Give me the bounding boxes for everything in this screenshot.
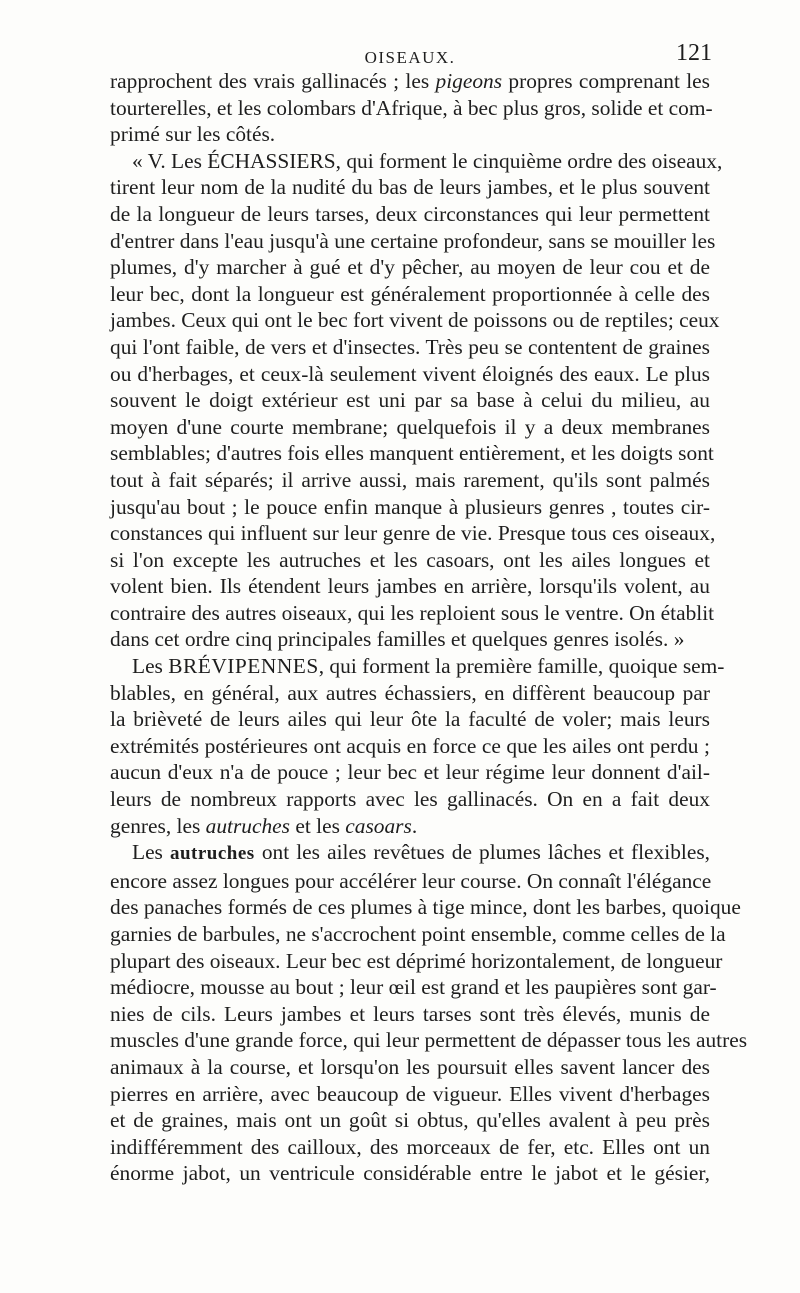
- text-run: qui l'ont faible, de vers et d'insectes. Très peu se contentent de graines: [110, 334, 710, 359]
- text-run: « V. Les ÉCHASSIERS, qui forment le cinquième ordre des oiseaux,: [132, 148, 723, 173]
- text-run: pierres en arrière, avec beaucoup de vigueur. Elles vivent d'herbages: [110, 1081, 710, 1106]
- text-run: si l'on excepte les autruches et les casoars, ont les ailes longues et: [110, 547, 710, 572]
- styled-run: pigeons: [435, 69, 503, 93]
- text-run: blables, en général, aux autres échassiers, en diffèrent beaucoup par: [110, 680, 710, 705]
- body-text: [110, 68, 748, 1187]
- text-line: [110, 148, 723, 175]
- text-line: [110, 414, 710, 441]
- text-line: [110, 201, 710, 228]
- text-run: semblables; d'autres fois elles manquent entièrement, et les doigts sont: [110, 441, 714, 466]
- text-line: [110, 974, 717, 1001]
- text-run: tirent leur nom de la nudité du bas de leurs jambes, et le plus souvent: [110, 175, 710, 200]
- styled-run: casoars: [345, 813, 412, 838]
- text-run: constances qui influent sur leur genre de vie. Presque tous ces oiseaux,: [110, 521, 716, 546]
- text-line: [110, 254, 710, 281]
- text-run: souvent le doigt extérieur est uni par sa base à celui du milieu, au: [110, 388, 710, 413]
- text-run: jambes. Ceux qui ont le bec fort vivent de poissons ou de reptiles; ceux: [110, 308, 720, 333]
- text-run: la brièveté de leurs ailes qui leur ôte la faculté de voler; mais leurs: [110, 707, 710, 732]
- text-run: leurs de nombreux rapports avec les gallinacés. On en a fait deux: [110, 787, 710, 812]
- text-line: [110, 334, 710, 361]
- text-line: [110, 653, 725, 680]
- text-run: et les: [290, 813, 346, 838]
- text-run: extrémités postérieures ont acquis en force ce que les ailes ont perdu ;: [110, 733, 710, 758]
- text-run: , qui forment la première famille, quoique sem-: [318, 654, 725, 679]
- text-line: [110, 520, 716, 547]
- text-run: médiocre, mousse au bout ; leur œil est grand et les paupières sont gar-: [110, 975, 717, 1000]
- text-line: [110, 813, 710, 840]
- text-line: [110, 467, 710, 494]
- text-line: [110, 733, 710, 760]
- text-run: tourterelles, et les colombars d'Afrique, à bec plus gros, solide et com-: [110, 95, 713, 120]
- text-run: moyen d'une courte membrane; quelquefois il y a deux membranes: [110, 414, 710, 439]
- text-run: Les: [132, 840, 170, 865]
- text-run: plupart des oiseaux. Leur bec est déprimé horizontalement, de longueur: [110, 948, 723, 973]
- paragraph: [110, 148, 723, 653]
- text-line: [110, 1027, 748, 1054]
- text-line: [110, 921, 726, 948]
- page-number: 121: [676, 40, 712, 66]
- paragraph: [110, 839, 748, 1187]
- text-run: propres comprenant les: [502, 69, 710, 93]
- text-run: contraire des autres oiseaux, qui les reploient sous le ventre. On établit: [110, 600, 715, 625]
- text-line: [110, 121, 710, 148]
- text-run: Les: [132, 654, 169, 679]
- text-line: [110, 786, 710, 813]
- text-run: de la longueur de leurs tarses, deux circonstances qui leur permettent: [110, 201, 710, 226]
- running-title: OISEAUX.: [364, 48, 456, 67]
- text-line: [110, 228, 716, 255]
- text-run: rapprochent des vrais gallinacés ; les: [110, 69, 436, 93]
- text-run: volent bien. Ils étendent leurs jambes en arrière, lorsqu'ils volent, au: [110, 574, 710, 599]
- text-line: [110, 307, 720, 334]
- text-line: [110, 174, 710, 201]
- text-line: [110, 387, 710, 414]
- text-line: [110, 759, 710, 786]
- text-line: [110, 626, 710, 653]
- text-line: [110, 281, 710, 308]
- text-run: genres, les: [110, 813, 206, 838]
- styled-run: autruches: [205, 813, 291, 838]
- text-line: [110, 95, 713, 122]
- text-run: garnies de barbules, ne s'accrochent point ensemble, comme celles de la: [110, 922, 726, 946]
- text-run: et de graines, mais ont un goût si obtus, qu'elles avalent à peu près: [110, 1108, 710, 1133]
- text-line: [110, 361, 710, 388]
- text-line: [110, 1054, 710, 1081]
- running-head: [110, 40, 710, 70]
- text-run: .: [411, 813, 418, 838]
- text-line: [110, 706, 710, 733]
- styled-run: BRÉVIPENNES: [168, 654, 319, 679]
- text-line: [110, 547, 710, 574]
- text-line: [110, 600, 715, 627]
- styled-run: autruches: [169, 843, 255, 865]
- text-line: [110, 1160, 710, 1187]
- text-line: [110, 680, 710, 707]
- text-line: [110, 948, 723, 975]
- text-run: des panaches formés de ces plumes à tige mince, dont les barbes, quoique: [110, 895, 741, 920]
- text-line: [110, 573, 710, 600]
- text-line: [110, 1134, 710, 1161]
- text-run: dans cet ordre cinq principales familles et quelques genres isolés. »: [110, 627, 685, 652]
- text-line: [110, 1001, 710, 1028]
- text-line: [110, 1107, 710, 1134]
- text-run: nies de cils. Leurs jambes et leurs tarses sont très élevés, munis de: [110, 1001, 710, 1026]
- text-run: encore assez longues pour accélérer leur course. On connaît l'élégance: [110, 868, 712, 893]
- text-run: énorme jabot, un ventricule considérable entre le jabot et le gésier,: [110, 1161, 710, 1186]
- text-run: leur bec, dont la longueur est généralement proportionnée à celle des: [110, 281, 710, 306]
- text-run: ont les ailes revêtues de plumes lâches et flexibles,: [254, 840, 710, 865]
- text-run: ou d'herbages, et ceux-là seulement vivent éloignés des eaux. Le plus: [110, 361, 710, 386]
- text-run: d'entrer dans l'eau jusqu'à une certaine profondeur, sans se mouiller les: [110, 228, 716, 253]
- text-run: aucun d'eux n'a de pouce ; leur bec et leur régime leur donnent d'ail-: [110, 760, 710, 785]
- paragraph: [110, 68, 713, 148]
- text-run: primé sur les côtés.: [110, 122, 276, 147]
- text-line: [110, 894, 741, 921]
- text-line: [110, 494, 710, 521]
- text-run: plumes, d'y marcher à gué et d'y pêcher, au moyen de leur cou et de: [110, 255, 710, 280]
- text-line: [110, 440, 714, 467]
- text-run: indifféremment des cailloux, des morceaux de fer, etc. Elles ont un: [110, 1134, 710, 1159]
- text-run: tout à fait séparés; il arrive aussi, mais rarement, qu'ils sont palmés: [110, 467, 710, 492]
- paragraph: [110, 653, 725, 839]
- text-run: muscles d'une grande force, qui leur permettent de dépasser tous les autres: [110, 1028, 748, 1053]
- text-line: [110, 868, 710, 895]
- text-line: [110, 68, 710, 95]
- text-line: [110, 839, 710, 868]
- text-run: jusqu'au bout ; le pouce enfin manque à plusieurs genres , toutes cir-: [110, 494, 710, 519]
- text-run: animaux à la course, et lorsqu'on les poursuit elles savent lancer des: [110, 1054, 710, 1079]
- text-line: [110, 1081, 710, 1108]
